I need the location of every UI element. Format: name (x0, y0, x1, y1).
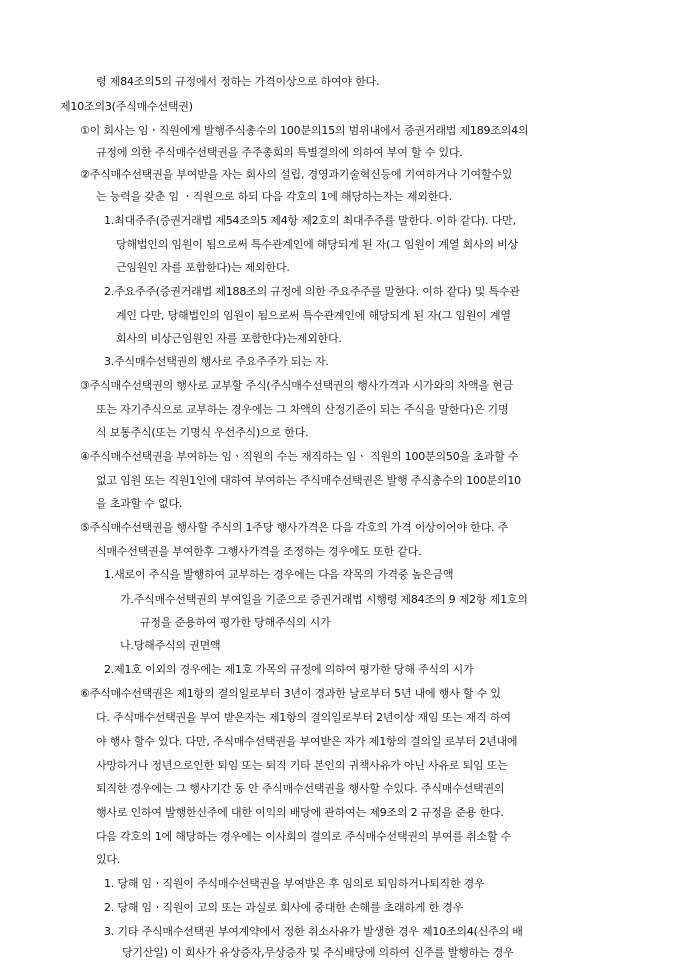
paragraph-2-item-2-line: 2.주요주주(증권거래법 제188조의 규정에 의한 주요주주를 말한다. 이하 같다) 및 특수관 (104, 285, 520, 298)
paragraph-6-item-3-line: 당기산일) 이 회사가 유상증자,무상증자 및 주식배당에 의하여 신주를 발행하는 경우 (122, 946, 514, 959)
paragraph-3-line: 식 보통주식(또는 기명식 우선주식)으로 한다. (96, 426, 309, 439)
paragraph-5-item-1-na: 나.당해주식의 권면액 (120, 639, 221, 652)
paragraph-6-line: 행사로 인하여 발행한신주에 대한 이익의 배당에 관하여는 제9조의 2 규정을 준용 한다. (96, 806, 504, 819)
paragraph-5-line: ⑤주식매수선택권을 행사할 주식의 1주당 행사가격은 다음 각호의 가격 이상이어야 한다. 주 (80, 521, 509, 534)
article-heading: 제10조의3(주식매수선택권) (60, 100, 193, 113)
paragraph-3-line: ③주식매수선택권의 행사로 교부할 주식(주식매수선택권의 행사가격과 시가와의 차액을 현금 (80, 379, 514, 392)
paragraph-6-line: 야 행사 할수 있다. 다만, 주식매수선택권을 부여받은 자가 제1항의 결의일 로부터 2년내에 (96, 735, 518, 748)
paragraph-2-item-1-line: 근임원인 자를 포함한다)는 제외한다. (116, 261, 290, 274)
paragraph-5-item-2: 2.제1호 이외의 경우에는 제1호 가목의 규정에 의하여 평가한 당해 주식의 시가 (104, 663, 474, 676)
paragraph-2-line: ②주식매수선택권을 부여받을 자는 회사의 설립, 경영과기술혁신등에 기여하거나 기여할수있 (80, 168, 513, 181)
paragraph-6-line: 사망하거나 정년으로인한 퇴임 또는 퇴직 기타 본인의 귀책사유가 아닌 사유로 퇴임 또는 (96, 759, 508, 772)
paragraph-5-line: 식매수선택권을 부여한후 그행사가격을 조정하는 경우에도 또한 같다. (96, 545, 422, 558)
paragraph-1-line: 규정에 의한 주식매수선택권을 주주총회의 특별결의에 의하여 부여 할 수 있다. (96, 146, 463, 159)
paragraph-2-item-3: 3.주식매수선택권의 행사로 주요주주가 되는 자. (104, 355, 329, 368)
paragraph-6-line: 있다. (96, 853, 121, 866)
paragraph-5-item-1: 1.새로이 주식을 발행하여 교부하는 경우에는 다음 각목의 가격중 높은금액 (104, 568, 454, 581)
paragraph-2-item-1-line: 1.최대주주(증권거래법 제54조의5 제4항 제2호의 최대주주를 말한다. 이하 같다). 다만, (104, 214, 516, 227)
continuation-line: 령 제84조의5의 규정에서 정하는 가격이상으로 하여야 한다. (96, 75, 380, 88)
paragraph-6-line: 다. 주식매수선택권을 부여 받은자는 제1항의 결의일로부터 2년이상 재임 또는 재직 하여 (96, 711, 511, 724)
paragraph-4-line: 을 초과할 수 없다. (96, 497, 183, 510)
paragraph-6-line: 다음 각호의 1에 해당하는 경우에는 이사회의 결의로 주식매수선택권의 부여를 취소할 수 (96, 830, 512, 843)
paragraph-2-item-1-line: 당해법인의 임원이 됨으로써 특수관계인에 해당되게 된 자(그 임원이 계열 회사의 비상 (116, 238, 518, 251)
paragraph-2-line: 는 능력을 갖춘 임 ㆍ직원으로 하되 다음 각호의 1에 해당하는자는 제외한다. (96, 190, 452, 203)
paragraph-6-item-3-line: 3. 기타 주식매수선택권 부여계약에서 정한 취소사유가 발생한 경우 제10조의4(신주의 배 (104, 925, 523, 938)
paragraph-5-item-1-ga-line: 규정을 준용하여 평가한 당해주식의 시가 (140, 616, 331, 629)
paragraph-4-line: ④주식매수선택권을 부여하는 임ㆍ직원의 수는 재직하는 임ㆍ 직원의 100분의50을 초과할 수 (80, 450, 519, 463)
paragraph-5-item-1-ga-line: 가.주식매수선택권의 부여일을 기준으로 증권거래법 시행령 제84조의 9 제2항 제1호의 (120, 593, 528, 606)
paragraph-6-line: ⑥주식매수선택권은 제1항의 결의일로부터 3년이 경과한 날로부터 5년 내에 행사 할 수 있 (80, 687, 501, 700)
paragraph-4-line: 없고 임원 또는 직원1인에 대하여 부여하는 주식매수선택권은 발행 주식총수의 100분의10 (96, 474, 521, 487)
paragraph-3-line: 또는 자기주식으로 교부하는 경우에는 그 차액의 산정기준이 되는 주식을 말한다)은 기명 (96, 403, 509, 416)
paragraph-6-item-2: 2. 당해 임ㆍ직원이 고의 또는 과실로 회사에 중대한 손해를 초래하게 한 경우 (104, 901, 464, 914)
paragraph-2-item-2-line: 계인 다만, 당해법인의 임원이 됨으로써 특수관계인에 해당되게 된 자(그 임원이 계열 (116, 309, 511, 322)
paragraph-6-line: 퇴직한 경우에는 그 행사기간 동 안 주식매수선택권을 행사할 수있다. 주식매수선택권의 (96, 782, 505, 795)
paragraph-6-item-1: 1. 당해 임ㆍ직원이 주식매수선택권을 부여받은 후 임의로 퇴임하거나퇴직한 경우 (104, 877, 485, 890)
paragraph-2-item-2-line: 회사의 비상근임원인 자를 포함한다)는제외한다. (116, 332, 342, 345)
paragraph-1-line: ①이 회사는 임ㆍ직원에게 발행주식총수의 100분의15의 범위내에서 증권거래법 제189조의4의 (80, 124, 529, 137)
